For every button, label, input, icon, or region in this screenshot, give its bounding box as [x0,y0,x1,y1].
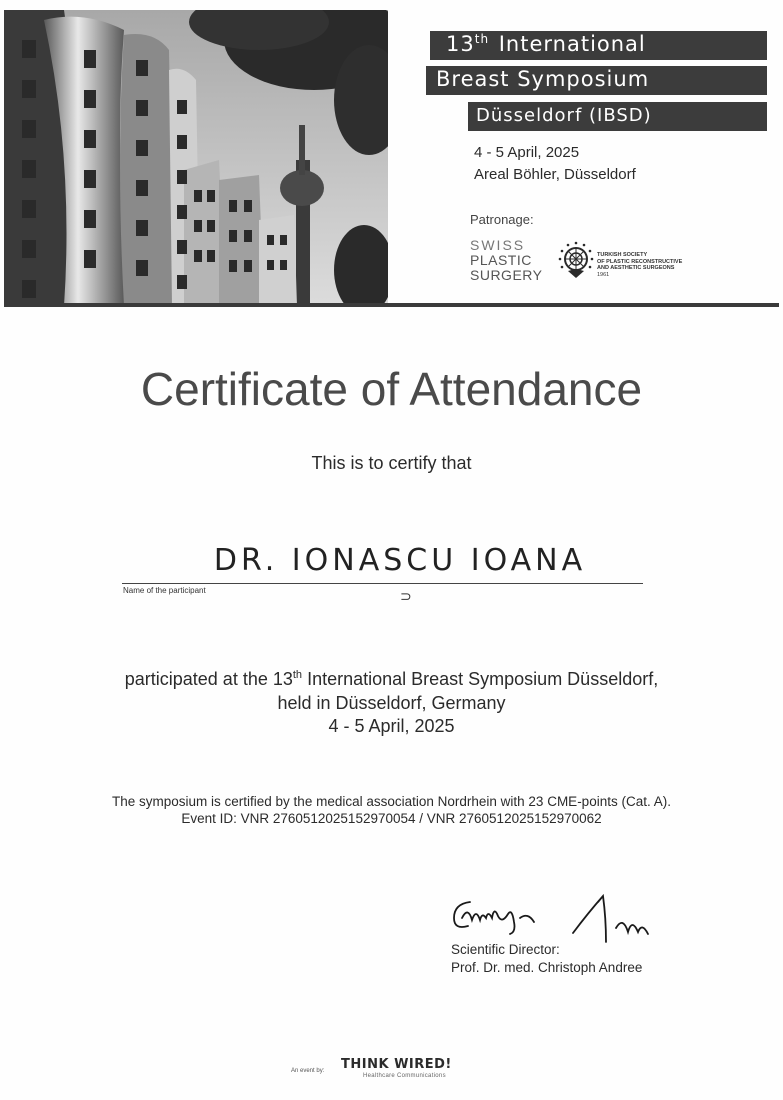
certify-intro: This is to certify that [311,453,472,473]
swiss-plastic-surgery-logo: SWISS PLASTIC SURGERY [470,237,543,283]
event-venue: Areal Böhler, Düsseldorf [474,166,636,183]
building-photo [4,10,388,306]
certificate-title: Certificate of Attendance [140,363,643,415]
symposium-title-line2: Breast Symposium [426,66,767,95]
symposium-title-line1: 13th International [430,31,767,60]
think-wired-logo: THINK WIRED! [341,1057,452,1072]
event-id: Event ID: VNR 2760512025152970054 / VNR 2760512025152970062 [181,811,602,826]
handwritten-mark: ⊃ [400,588,412,604]
participant-name: DR. IONASCU IOANA [213,543,587,578]
signature-icon [448,888,660,946]
participant-caption: Name of the participant [123,586,206,595]
symposium-title-line3: Düsseldorf (IBSD) [468,102,767,131]
attendance-statement: participated at the 13th International Breast Symposium Düsseldorf, [124,669,659,689]
patronage-label: Patronage: [470,212,534,227]
signatory-role: Scientific Director: [451,942,560,957]
attendance-location: held in Düsseldorf, Germany [277,693,506,713]
organizer-label: An event by: [291,1068,325,1074]
tspras-logo-text: TURKISH SOCIETY OF PLASTIC RECONSTRUCTIVE AND AESTHETIC SURGEONS 1961 [597,252,683,278]
header-divider [4,303,779,307]
think-wired-tagline: Healthcare Communications [363,1073,446,1079]
name-underline [122,583,643,584]
signatory-name: Prof. Dr. med. Christoph Andree [451,960,643,975]
cme-statement: The symposium is certified by the medical association Nordrhein with 23 CME-points (Cat. A). [112,794,671,809]
event-date: 4 - 5 April, 2025 [474,144,580,161]
tspras-emblem-icon [556,240,596,280]
attendance-date: 4 - 5 April, 2025 [328,716,455,736]
